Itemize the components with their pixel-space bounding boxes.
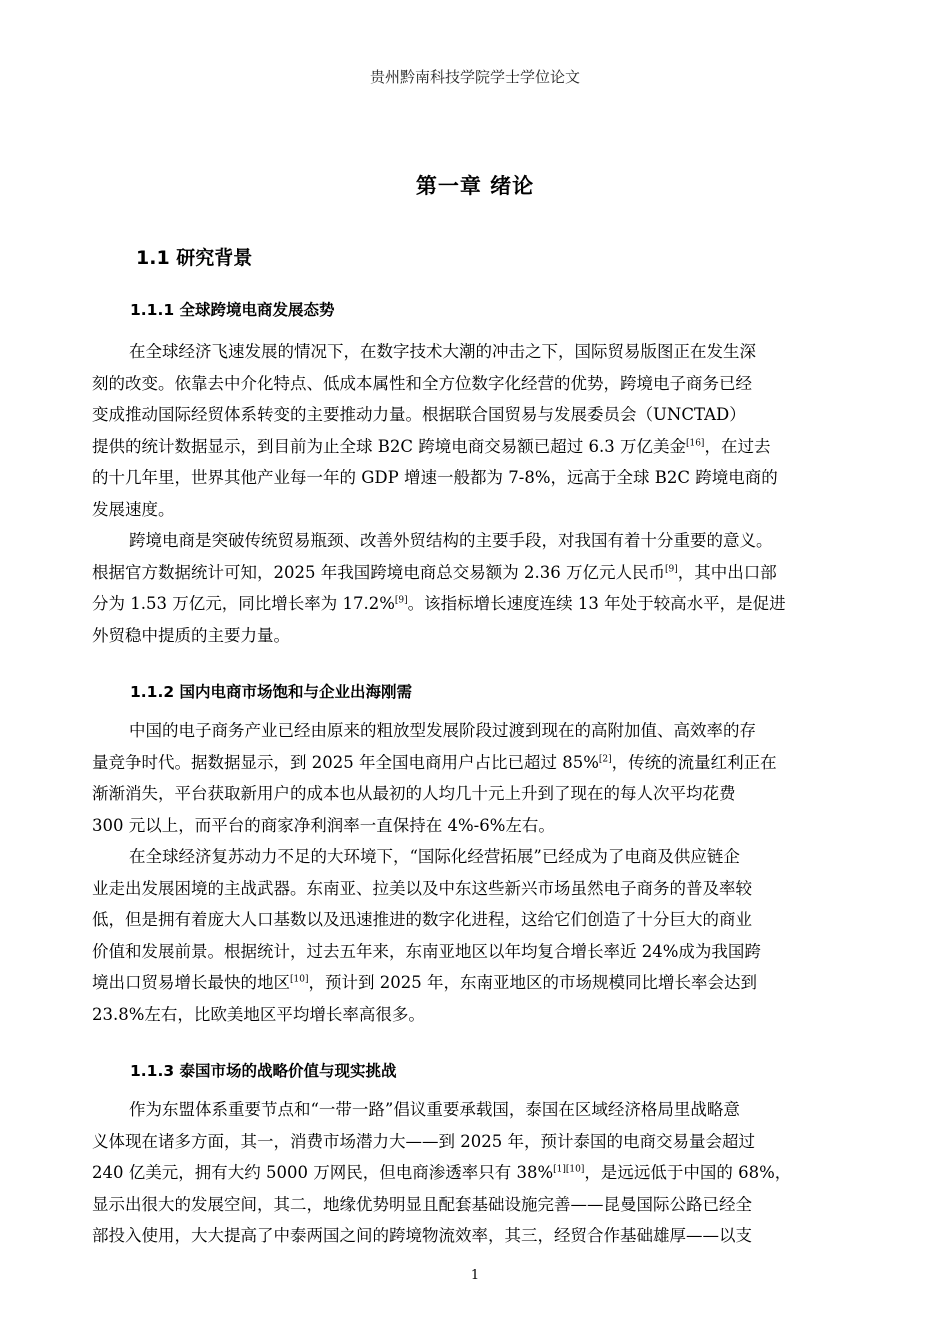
text-run: ，是远远低于中国的 68%，	[584, 1163, 792, 1182]
text-line: 发展速度。	[92, 499, 175, 519]
subsection-title: 1.1.3 泰国市场的战略价值与现实挑战	[130, 1062, 397, 1080]
text-line: 跨境电商是突破传统贸易瓶颈、改善外贸结构的主要手段，对我国有着十分重要的意义。	[129, 531, 773, 550]
text-line: 低，但是拥有着庞大人口基数以及迅速推进的数字化进程，这给它们创造了十分巨大的商业	[92, 910, 752, 929]
subsection-title: 1.1.1 全球跨境电商发展态势	[130, 301, 335, 319]
text-run: 240 亿美元，拥有大约 5000 万网民，但电商渗透率只有 38%	[92, 1163, 554, 1182]
text-line: 在全球经济飞速发展的情况下，在数字技术大潮的冲击之下，国际贸易版图正在发生深	[129, 342, 756, 361]
text-line	[92, 588, 862, 620]
text-run: 分为 1.53 万亿元，同比增长率为 17.2%	[92, 594, 395, 613]
chapter-title: 第一章 绪论	[415, 174, 535, 198]
text-line	[92, 747, 862, 779]
text-run: ，传统的流量红利正在	[611, 752, 777, 772]
page-number: 1	[470, 1268, 480, 1283]
text-line: 外贸稳中提质的主要力量。	[92, 625, 290, 645]
text-line: 业走出发展困境的主战武器。东南亚、拉美以及中东这些新兴市场虽然电子商务的普及率较	[92, 878, 752, 898]
text-line: 价值和发展前景。根据统计，过去五年来，东南亚地区以年均复合增长率近 24%成为我国跨	[92, 941, 761, 961]
paragraph	[92, 336, 862, 525]
paragraph	[92, 525, 862, 651]
text-run: 。该指标增长速度连续 13 年处于较高水平，是促进	[407, 594, 786, 613]
citation: [9]	[664, 564, 678, 574]
text-line: 中国的电子商务产业已经由原来的粗放型发展阶段过渡到现在的高附加值、高效率的存	[129, 721, 756, 740]
section-title: 1.1 研究背景	[136, 247, 253, 269]
citation: [10]	[290, 974, 309, 985]
text-line	[92, 557, 862, 589]
text-line	[92, 1157, 862, 1189]
text-line: 在全球经济复苏动力不足的大环境下，“国际化经营拓展”已经成为了电商及供应链企	[129, 847, 740, 866]
citation: [9]	[394, 595, 408, 606]
subsection-title: 1.1.2 国内电商市场饱和与企业出海刚需	[130, 683, 413, 701]
text-line: 23.8%左右，比欧美地区平均增长率高很多。	[92, 1004, 425, 1024]
text-run: ，其中出口部	[677, 562, 777, 582]
text-line: 刻的改变。依靠去中介化特点、低成本属性和全方位数字化经营的优势，跨境电子商务已经	[92, 373, 752, 393]
citation: [1][10]	[553, 1164, 585, 1175]
text-line: 渐渐消失，平台获取新用户的成本也从最初的人均几十元上升到了现在的每人次平均花费	[92, 784, 736, 803]
citation: [16]	[685, 438, 705, 448]
text-run: ，预计到 2025 年，东南亚地区的市场规模同比增长率会达到	[308, 973, 757, 992]
text-run: ，在过去	[704, 436, 771, 456]
citation: [2]	[598, 754, 612, 764]
text-line: 作为东盟体系重要节点和“一带一路”倡议重要承载国，泰国在区域经济格局里战略意	[129, 1100, 740, 1119]
text-line: 显示出很大的发展空间，其二，地缘优势明显且配套基础设施完善——昆曼国际公路已经全	[92, 1194, 752, 1214]
paragraph	[92, 1094, 862, 1252]
text-run: 提供的统计数据显示，到目前为止全球 B2C 跨境电商交易额已超过 6.3 万亿美金	[92, 436, 686, 456]
text-line: 300 元以上，而平台的商家净利润率一直保持在 4%-6%左右。	[92, 815, 555, 835]
running-head: 贵州黔南科技学院学士学位论文	[369, 68, 580, 86]
text-line: 的十几年里，世界其他产业每一年的 GDP 增速一般都为 7-8%，远高于全球 B2C 跨境电商的	[92, 468, 778, 487]
paragraph	[92, 841, 862, 1030]
text-line: 义体现在诸多方面，其一，消费市场潜力大——到 2025 年，预计泰国的电商交易量会超过	[92, 1131, 755, 1151]
text-line	[92, 967, 862, 999]
text-run: 境出口贸易增长最快的地区	[92, 973, 290, 992]
paragraph	[92, 715, 862, 841]
text-line: 部投入使用，大大提高了中泰两国之间的跨境物流效率，其三，经贸合作基础雄厚——以支	[92, 1226, 752, 1245]
text-line: 变成推动国际经贸体系转变的主要推动力量。根据联合国贸易与发展委员会（UNCTAD）	[92, 405, 746, 424]
text-run: 量竞争时代。据数据显示，到 2025 年全国电商用户占比已超过 85%	[92, 752, 599, 772]
text-run: 根据官方数据统计可知，2025 年我国跨境电商总交易额为 2.36 万亿元人民币	[92, 562, 665, 582]
text-line	[92, 431, 862, 463]
